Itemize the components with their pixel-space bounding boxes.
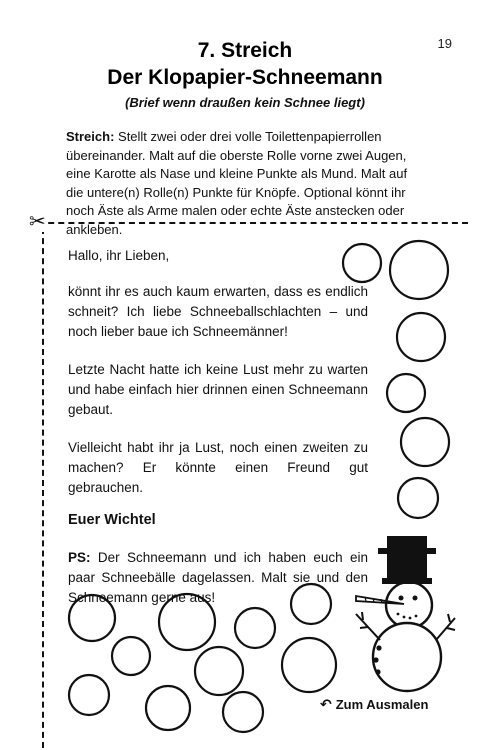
- page-subtitle: (Brief wenn draußen kein Schnee liegt): [125, 95, 365, 110]
- letter-paragraph-1: könnt ihr es auch kaum erwarten, dass es endlich schneit? Ich liebe Schneeballschlachten – und noch lieber baue ich Schneemänner!: [68, 284, 368, 339]
- snowball: [146, 686, 190, 730]
- letter-greeting: Hallo, ihr Lieben,: [68, 248, 170, 263]
- snowball: [69, 675, 109, 715]
- snowball: [112, 637, 150, 675]
- snowball: [387, 374, 425, 412]
- snowball: [195, 647, 243, 695]
- snowball: [282, 638, 336, 692]
- postscript-text: Der Schneemann und ich haben euch ein paar Schneebälle dagelassen. Malt sie und den Schneemann gerne aus!: [68, 550, 368, 605]
- coloring-hint-text: Zum Ausmalen: [335, 697, 429, 712]
- page-number: 19: [437, 36, 452, 51]
- snowball: [223, 692, 263, 732]
- snowball: [69, 595, 115, 641]
- snowball: [235, 608, 275, 648]
- coloring-hint: [320, 696, 428, 713]
- curved-arrow-icon: ↶: [320, 696, 332, 712]
- instructions-text: Stellt zwei oder drei volle Toilettenpapierrollen übereinander. Malt auf die oberste Rolle vorne zwei Augen, eine Karotte als Nase und kleine Punkte als Mund. Malt auf die untere(n) Rolle(n) Punkte für Knöpfe. Optional könnt ihr noch Äste als Arme malen oder echte Äste anstecken oder ankleben.: [66, 129, 408, 237]
- chapter-heading: 7. Streich: [197, 39, 293, 62]
- instructions-label: Streich:: [66, 129, 115, 144]
- snowball: [291, 584, 331, 624]
- snowball: [397, 313, 445, 361]
- letter-paragraph-2: Letzte Nacht hatte ich keine Lust mehr zu warten und habe einfach hier drinnen einen Schneemann gebaut.: [68, 362, 368, 417]
- snowball: [398, 478, 438, 518]
- scissors-icon: ✂: [29, 211, 46, 233]
- page-title: Der Klopapier-Schneemann: [107, 66, 383, 89]
- postscript-label: PS:: [68, 550, 91, 565]
- snowball: [343, 244, 381, 282]
- snowball: [159, 594, 215, 650]
- snowball: [401, 418, 449, 466]
- letter-paragraph-3: Vielleicht habt ihr ja Lust, noch einen zweiten zu machen? Er könnte einen Freund gut gebrauchen.: [68, 440, 368, 495]
- snowball: [390, 241, 448, 299]
- letter-signature: Euer Wichtel: [68, 512, 156, 528]
- snowman-icon: [356, 536, 455, 691]
